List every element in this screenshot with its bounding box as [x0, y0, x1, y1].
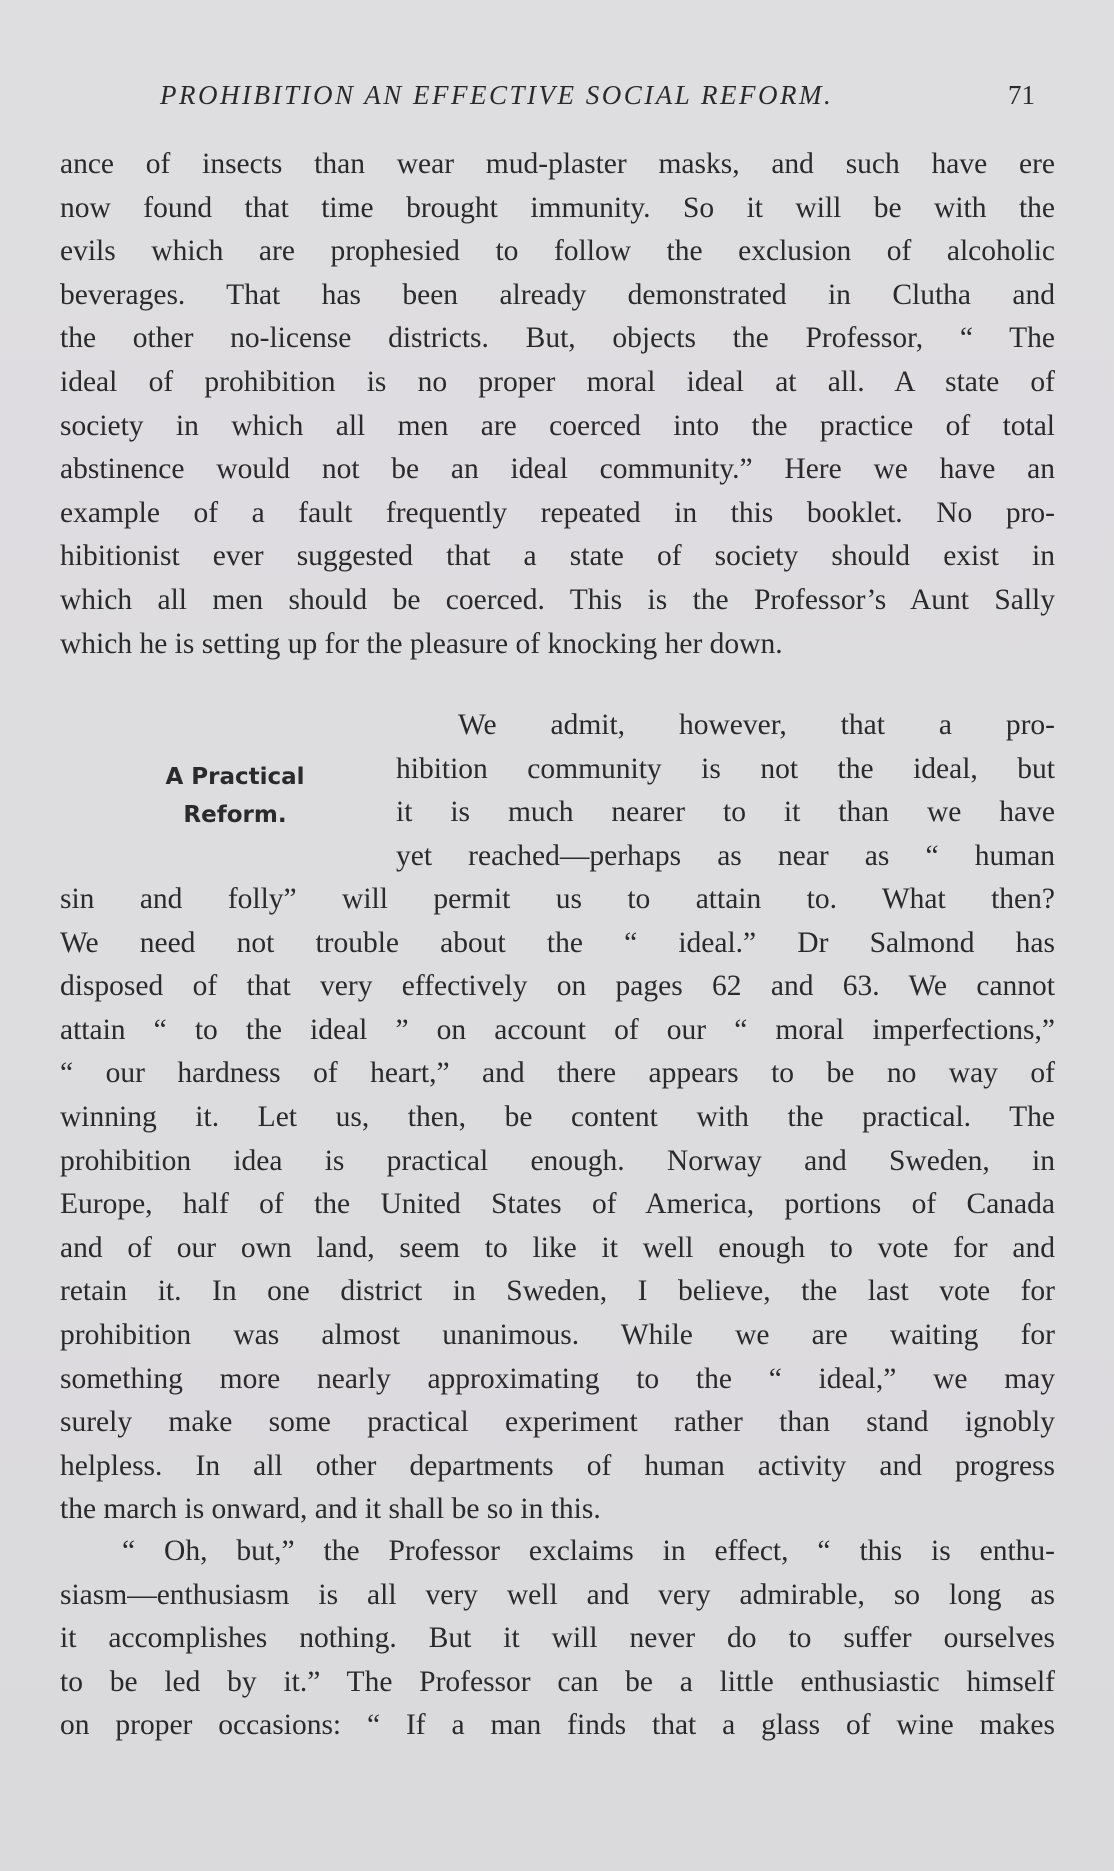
marginal-note — [120, 758, 350, 834]
text-line: to be led by it.” The Professor can be a little enthusiastic himself — [60, 1665, 1055, 1698]
text-line: abstinence would not be an ideal community.” Here we have an — [60, 453, 1055, 486]
paragraph-2 — [60, 878, 1055, 1532]
text-line: hibitionist ever suggested that a state of society should exist in — [60, 540, 1055, 573]
text-line: retain it. In one district in Sweden, I believe, the last vote for — [60, 1275, 1055, 1308]
text-line: prohibition was almost unanimous. While we are waiting for — [60, 1318, 1055, 1351]
paragraph-2-beside-note — [396, 704, 1055, 878]
marginal-note-line: Reform. — [183, 802, 287, 828]
text-line: sin and folly” will permit us to attain to. What then? — [60, 883, 1055, 915]
text-line: the march is onward, and it shall be so in this. — [60, 1493, 601, 1526]
text-line: which he is setting up for the pleasure of knocking her down. — [60, 627, 783, 660]
page-number: 71 — [1008, 80, 1035, 110]
text-line: it accomplishes nothing. But it will never do to suffer ourselves — [60, 1622, 1055, 1655]
text-line: ideal of prohibition is no proper moral ideal at all. A state of — [60, 365, 1055, 398]
text-line: “ our hardness of heart,” and there appears to be no way of — [60, 1057, 1055, 1090]
text-line: We admit, however, that a pro- — [458, 709, 1055, 741]
text-line: on proper occasions: “ If a man finds that a glass of wine makes — [60, 1709, 1055, 1742]
text-line: disposed of that very effectively on pages 62 and 63. We cannot — [60, 970, 1055, 1003]
text-line: now found that time brought immunity. So it will be with the — [60, 191, 1055, 224]
paragraph-3 — [60, 1530, 1055, 1748]
text-line: society in which all men are coerced into the practice of total — [60, 409, 1055, 442]
text-line: helpless. In all other departments of human activity and progress — [60, 1449, 1055, 1482]
running-title: PROHIBITION AN EFFECTIVE SOCIAL REFORM. — [160, 80, 834, 110]
text-line: the other no-license districts. But, objects the Professor, “ The — [60, 322, 1055, 355]
text-line: example of a fault frequently repeated in this booklet. No pro- — [60, 496, 1055, 529]
text-line: attain “ to the ideal ” on account of our “ moral imperfections,” — [60, 1013, 1055, 1046]
paragraph-1 — [60, 143, 1055, 666]
text-line: winning it. Let us, then, be content with the practical. The — [60, 1100, 1055, 1133]
text-line: yet reached—perhaps as near as “ human — [396, 839, 1055, 872]
text-line: it is much nearer to it than we have — [396, 796, 1055, 829]
text-line: something more nearly approximating to the “ ideal,” we may — [60, 1362, 1055, 1395]
text-line: We need not trouble about the “ ideal.” Dr Salmond has — [60, 926, 1055, 959]
text-line: siasm—enthusiasm is all very well and very admirable, so long as — [60, 1578, 1055, 1611]
page-header — [60, 80, 1035, 120]
text-line: “ Oh, but,” the Professor exclaims in effect, “ this is enthu- — [122, 1535, 1055, 1567]
text-line: surely make some practical experiment rather than stand ignobly — [60, 1406, 1055, 1439]
text-line: evils which are prophesied to follow the exclusion of alcoholic — [60, 235, 1055, 268]
marginal-note-line: A Practical — [165, 764, 305, 790]
text-line: which all men should be coerced. This is the Professor’s Aunt Sally — [60, 583, 1055, 616]
text-line: ance of insects than wear mud-plaster masks, and such have ere — [60, 148, 1055, 180]
text-line: beverages. That has been already demonstrated in Clutha and — [60, 278, 1055, 311]
text-line: and of our own land, seem to like it well enough to vote for and — [60, 1231, 1055, 1264]
text-line: Europe, half of the United States of America, portions of Canada — [60, 1188, 1055, 1221]
text-line: hibition community is not the ideal, but — [396, 752, 1055, 785]
text-line: prohibition idea is practical enough. Norway and Sweden, in — [60, 1144, 1055, 1177]
